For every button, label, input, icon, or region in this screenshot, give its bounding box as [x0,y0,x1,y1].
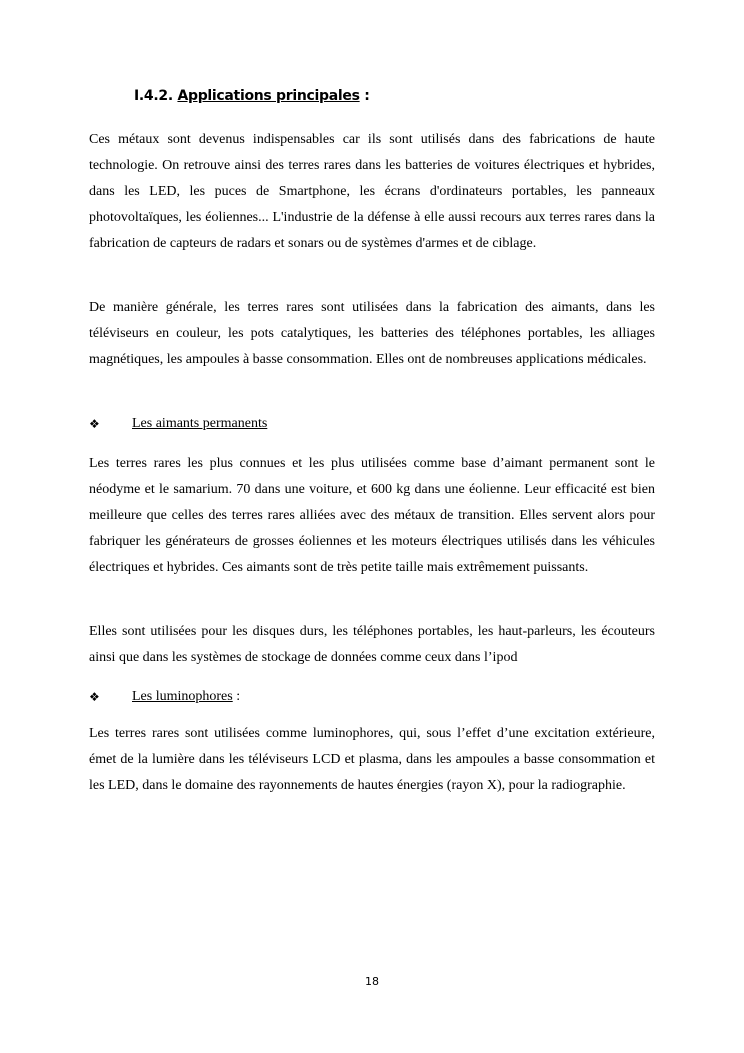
bullet-label [132,414,267,434]
diamond-bullet-icon: ❖ [89,690,100,704]
section-heading [134,88,370,104]
bullet-label-text: Les luminophores [132,689,233,704]
bullet-label-suffix: : [232,689,241,704]
bullet-label-text: Les aimants permanents [132,416,268,431]
page-number: 18 [365,975,379,988]
section-title-suffix: : [359,88,370,104]
bullet-permanent-magnets [89,414,268,435]
paragraph-intro: Ces métaux sont devenus indispensables car ils sont utilisés dans des fabrications de haute technologie. On retrouve ainsi des terres rares dans les batteries de voitures électriques et hybrides, dans les LED, les puces de Smartphone, les écrans d'ordinateurs portables, les panneaux photovoltaïques, les éoliennes... L'industrie de la défense à elle aussi recours aux terres rares dans la fabrication de capteurs de radars et sonars ou de systèmes d'armes et de ciblage. [89,132,655,251]
paragraph-luminophores: Les terres rares sont utilisées comme luminophores, qui, sous l’effet d’une excitation extérieure, émet de la lumière dans les téléviseurs LCD et plasma, dans les ampoules a basse consommation et les LED, dans le domaine des rayonnements de hautes énergies (rayon X), pour la radiographie. [89,726,655,793]
bullet-luminophores [89,687,241,708]
bullet-label [132,687,240,707]
paragraph-magnet-uses: Elles sont utilisées pour les disques durs, les téléphones portables, les haut-parleurs, les écouteurs ainsi que dans les systèmes de stockage de données comme ceux dans l’ipod [89,624,655,665]
section-title: Applications principales [177,88,360,104]
paragraph-magnets: Les terres rares les plus connues et les plus utilisées comme base d’aimant permanent sont le néodyme et le samarium. 70 dans une voiture, et 600 kg dans une éolienne. Leur efficacité est bien meilleure que celles des terres rares alliées avec des métaux de transition. Elles servent alors pour fabriquer les générateurs de grosses éoliennes et les moteurs électriques utilisés dans les véhicules électriques et hybrides. Ces aimants sont de très petite taille mais extrêmement puissants. [89,456,655,575]
paragraph-general-uses: De manière générale, les terres rares sont utilisées dans la fabrication des aimants, dans les téléviseurs en couleur, les pots catalytiques, les batteries des téléphones portables, les alliages magnétiques, les ampoules à basse consommation. Elles ont de nombreuses applications médicales. [89,300,655,367]
diamond-bullet-icon: ❖ [89,417,100,431]
section-number: I.4.2. [134,88,173,104]
